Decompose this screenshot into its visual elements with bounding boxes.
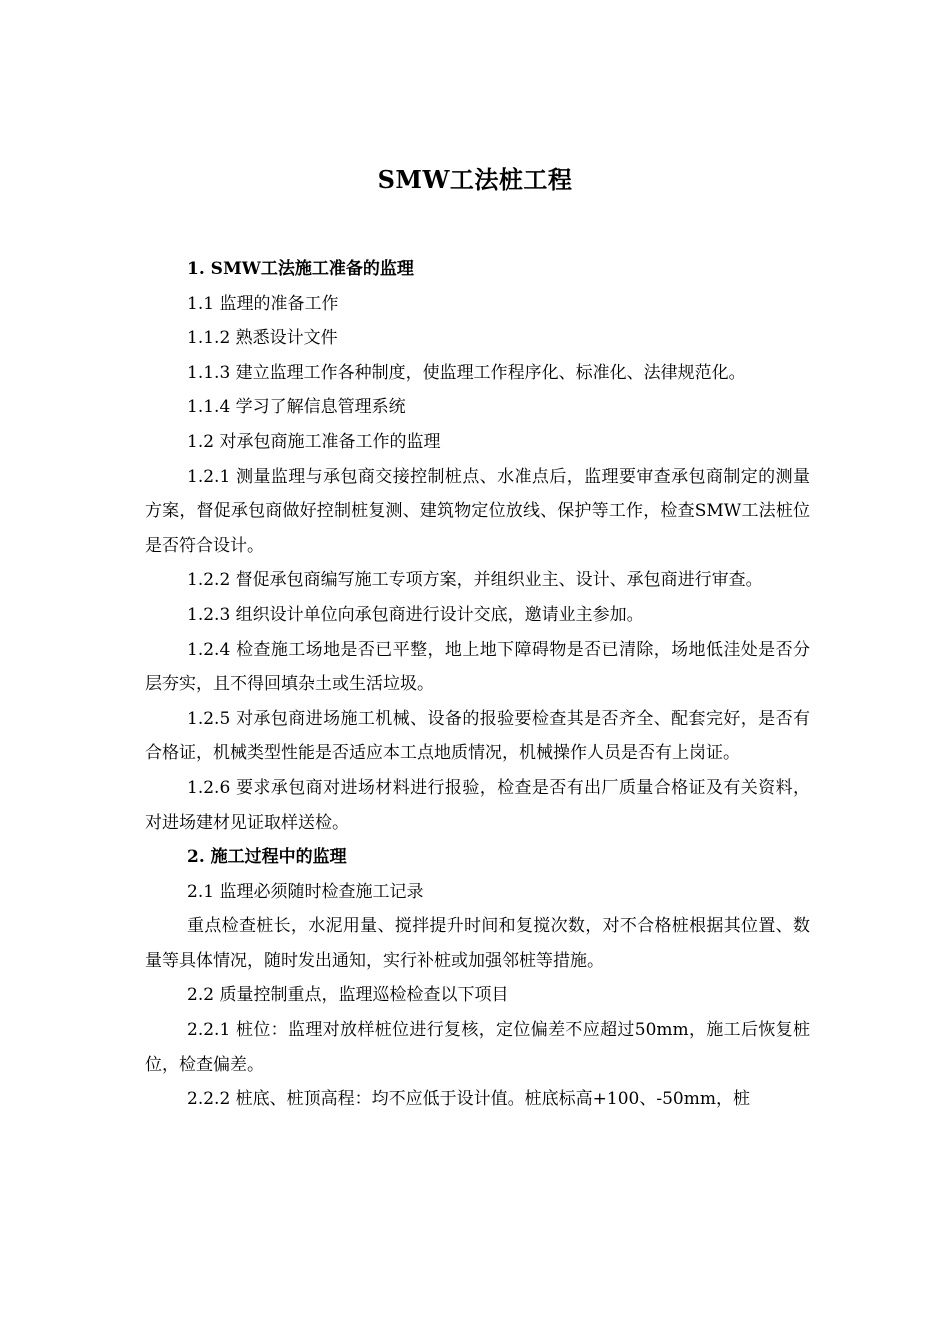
paragraph: 2.2.2 桩底、桩顶高程：均不应低于设计值。桩底标高+100、-50mm，桩 [187,1089,750,1110]
paragraph: 1.1.4 学习了解信息管理系统 [187,397,406,418]
paragraph: 1.1 监理的准备工作 [187,293,339,314]
document-body [145,252,810,1117]
paragraph: 2.2 质量控制重点，监理巡检检查以下项目 [187,985,509,1006]
paragraph: 1.2.3 组织设计单位向承包商进行设计交底，邀请业主参加。 [187,604,644,625]
paragraph: 1.2.1 测量监理与承包商交接控制桩点、水准点后，监理要审查承包商制定的测量方案，督促承包商做好控制桩复测、建筑物定位放线、保护等工作，检查SMW工法桩位是否符合设计。 [145,466,810,556]
page-title: SMW工法桩工程 [377,165,573,194]
paragraph: 1.2.4 检查施工场地是否已平整，地上地下障碍物是否已清除，场地低洼处是否分层夯实，且不得回填杂土或生活垃圾。 [145,639,810,695]
paragraph: 1.2.6 要求承包商对进场材料进行报验，检查是否有出厂质量合格证及有关资料，对进场建材见证取样送检。 [145,777,810,833]
paragraph: 2.1 监理必须随时检查施工记录 [187,881,424,902]
paragraph: 1.1.2 熟悉设计文件 [187,328,338,349]
paragraph: 2. 施工过程中的监理 [187,847,347,868]
paragraph: 2.2.1 桩位：监理对放样桩位进行复核，定位偏差不应超过50mm，施工后恢复桩位，检查偏差。 [145,1020,810,1075]
paragraph: 重点检查桩长，水泥用量、搅拌提升时间和复搅次数，对不合格桩根据其位置、数量等具体情况，随时发出通知，实行补桩或加强邻桩等措施。 [145,916,810,971]
paragraph: 1. SMW工法施工准备的监理 [187,259,414,279]
paragraph: 1.2.5 对承包商进场施工机械、设备的报验要检查其是否齐全、配套完好，是否有合格证，机械类型性能是否适应本工点地质情况，机械操作人员是否有上岗证。 [145,708,810,764]
paragraph: 1.2.2 督促承包商编写施工专项方案，并组织业主、设计、承包商进行审查。 [187,570,763,591]
paragraph: 1.2 对承包商施工准备工作的监理 [187,431,441,452]
paragraph: 1.1.3 建立监理工作各种制度，使监理工作程序化、标准化、法律规范化。 [187,362,746,383]
